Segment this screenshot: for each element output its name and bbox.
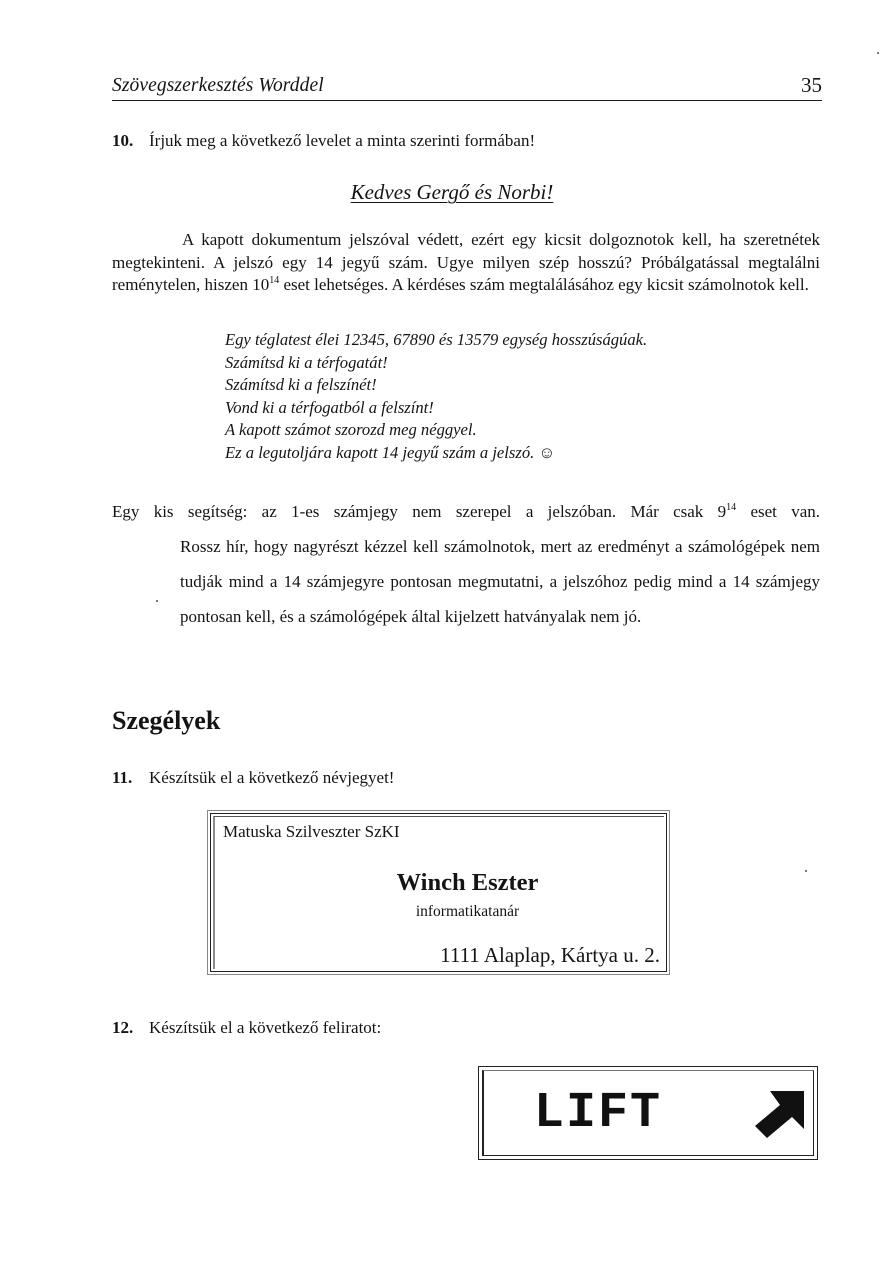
lift-sign-inner-border: [482, 1070, 814, 1156]
task-text: Írjuk meg a következő levelet a minta szerinti formában!: [149, 131, 536, 150]
card-address: 1111 Alaplap, Kártya u. 2.: [440, 943, 660, 967]
paragraph-text-cont: eset lehetséges. A kérdéses szám megtalálásához egy kicsit számolnotok kell.: [279, 275, 809, 295]
business-card: [210, 813, 667, 972]
scan-speck: [156, 600, 158, 602]
lift-sign: [478, 1066, 818, 1160]
task-12-instruction: [112, 1017, 381, 1039]
scan-speck: [805, 870, 807, 872]
lift-sign-text: LIFT: [534, 1085, 663, 1142]
task-text: Készítsük el a következő feliratot:: [149, 1018, 382, 1037]
card-inner-border: [213, 816, 664, 969]
task-number: 11.: [112, 768, 133, 787]
page-number: 35: [801, 73, 822, 97]
hint-body: Rossz hír, hogy nagyrészt kézzel kell számolnotok, mert az eredményt a számológépek nem tudják mind a 14 számjegyre pontosan megmutatni, a jelszóhoz pedig mind a 14 számjegy pontosan kell, és a számológépek által: [180, 537, 820, 626]
instruction-line: Számítsd ki a térfogatát!: [225, 352, 388, 372]
hint-first-line: [112, 494, 820, 529]
task-11-instruction: [112, 767, 394, 789]
card-role: informatikatanár: [415, 903, 520, 920]
instruction-line: Számítsd ki a felszínét!: [225, 375, 377, 394]
card-school: Matuska Szilveszter SzKI: [223, 822, 400, 841]
arrow-up-right-icon: [754, 1085, 808, 1139]
exponent: 14: [269, 275, 280, 287]
instruction-line: A kapott számot szorozd meg néggyel.: [225, 420, 477, 439]
instruction-line: Vond ki a térfogatból a felszínt!: [225, 397, 434, 417]
instruction-line: Ez a legutoljára kapott 14 jegyű szám a jelszó. ☺: [225, 442, 556, 462]
hint-text-cont: eset van.: [736, 502, 820, 521]
card-name: Winch Eszter: [396, 869, 539, 896]
letter-paragraph: [112, 229, 820, 297]
task-10-instruction: [112, 130, 535, 152]
paragraph-text: A kapott dokumentum jelszóval védett, ezért egy kicsit dolgoznotok kell, ha szeretnétek megtekinteni. A jelszó egy 14 jegyű szám. Ugye milyen szép hosszú? Próbálgatással megtalálni reménytelen, hiszen 10: [112, 230, 820, 295]
hint-paragraph: [112, 494, 820, 634]
hint-hanging-block: [112, 529, 820, 634]
task-number: 12.: [112, 1018, 134, 1037]
instruction-line: Egy téglatest élei 12345, 67890 és 13579 egység hosszúságúak.: [225, 330, 648, 349]
section-heading: Szegélyek: [112, 706, 221, 735]
task-text: Készítsük el a következő névjegyet!: [149, 768, 395, 787]
running-header: [112, 74, 822, 101]
italic-instructions: [225, 329, 785, 464]
task-number: 10.: [112, 131, 134, 150]
hint-text: Egy kis segítség: az 1-es számjegy nem szerepel a jelszóban. Már csak 9: [112, 502, 727, 521]
exponent: 14: [726, 502, 737, 513]
hint-body-end: kijelzett hatványalak nem jó.: [444, 607, 642, 626]
running-title: Szövegszerkesztés Worddel: [112, 75, 324, 96]
letter-greeting: Kedves Gergő és Norbi!: [350, 180, 554, 204]
scan-speck: [877, 52, 879, 54]
